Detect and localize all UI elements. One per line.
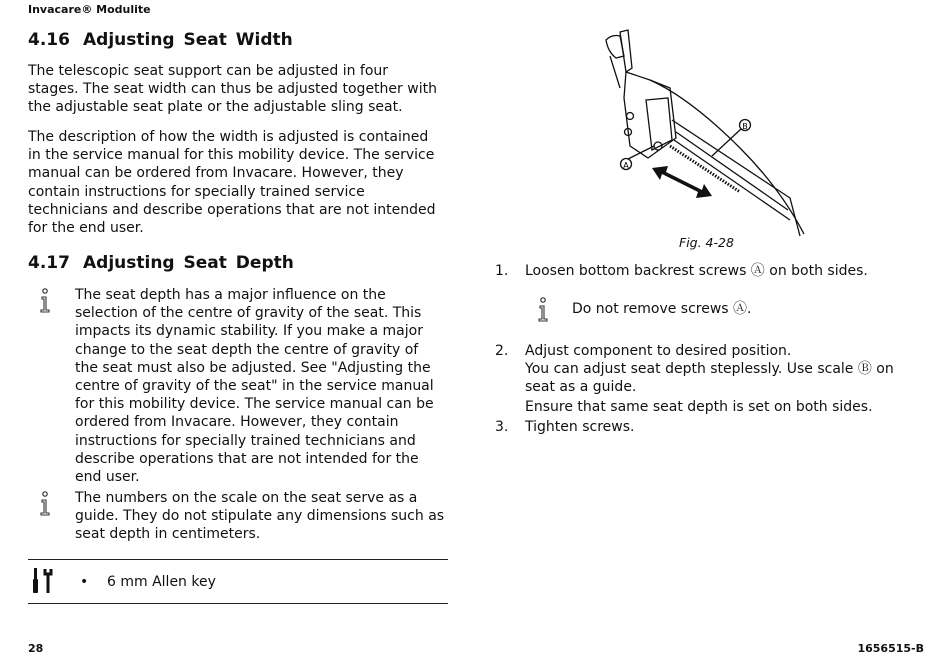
section-417-heading	[28, 253, 294, 273]
step-2-text: Adjust component to desired position.	[525, 343, 792, 359]
tool-item: 6 mm Allen key	[107, 574, 216, 590]
tools-top-rule	[28, 559, 448, 560]
step-3-number: 3.	[495, 419, 509, 435]
seat-depth-figure	[590, 28, 810, 236]
note-seat-depth: The seat depth has a major influence on the selection of the centre of gravity of the seat. This impacts its dynamic stability. If you make a major change to the seat depth the centre of gravity of the seat must also be adjusted. See "Adjusting the centre of gravity of the seat" in the service manual for this mobility device. The service manual can be ordered from Invacare. However, they contain instructions for specially trained technicians and describe operations that are not intended for the end user.	[75, 287, 434, 486]
section-416-paragraph-2: The description of how the width is adjusted is contained in the service manual for this mobility device. The service manual can be ordered from Invacare. However, they contain instructions for specially trained service technicians and describe operations that are not intended for the end user.	[28, 129, 436, 237]
section-title: Adjusting Seat Width	[83, 30, 293, 50]
step-note: Do not remove screws Ⓐ.	[572, 301, 752, 317]
tools-bottom-rule	[28, 603, 448, 604]
section-number: 4.17	[28, 253, 70, 273]
figure-label-a: A	[623, 161, 629, 170]
info-icon	[38, 288, 52, 314]
section-title: Adjusting Seat Depth	[83, 253, 294, 273]
step-1-number: 1.	[495, 263, 509, 279]
document-id: 1656515-B	[857, 642, 924, 655]
section-number: 4.16	[28, 30, 70, 50]
info-icon	[536, 297, 550, 323]
info-icon	[38, 491, 52, 517]
page-number: 28	[28, 642, 44, 655]
document-header: Invacare® Modulite	[28, 3, 151, 16]
step-2-number: 2.	[495, 343, 509, 359]
figure-caption: Fig. 4-28	[679, 235, 734, 250]
tool-bullet: •	[80, 574, 89, 590]
step-2-detail-2: Ensure that same seat depth is set on both sides.	[525, 399, 873, 415]
note-scale-guide: The numbers on the scale on the seat serve as a guide. They do not stipulate any dimensions such as seat depth in centimeters.	[75, 490, 445, 543]
section-416-heading	[28, 30, 293, 50]
step-1-text: Loosen bottom backrest screws Ⓐ on both sides.	[525, 263, 868, 279]
section-416-paragraph-1: The telescopic seat support can be adjusted in four stages. The seat width can thus be adjusted together with the adjustable seat plate or the adjustable sling seat.	[28, 63, 437, 116]
step-2-detail: You can adjust seat depth steplessly. Use scale Ⓑ on seat as a guide.	[525, 361, 894, 396]
double-arrow-icon	[652, 166, 712, 198]
tools-icon	[32, 568, 56, 594]
figure-label-b: B	[742, 122, 748, 131]
step-3-text: Tighten screws.	[525, 419, 635, 435]
